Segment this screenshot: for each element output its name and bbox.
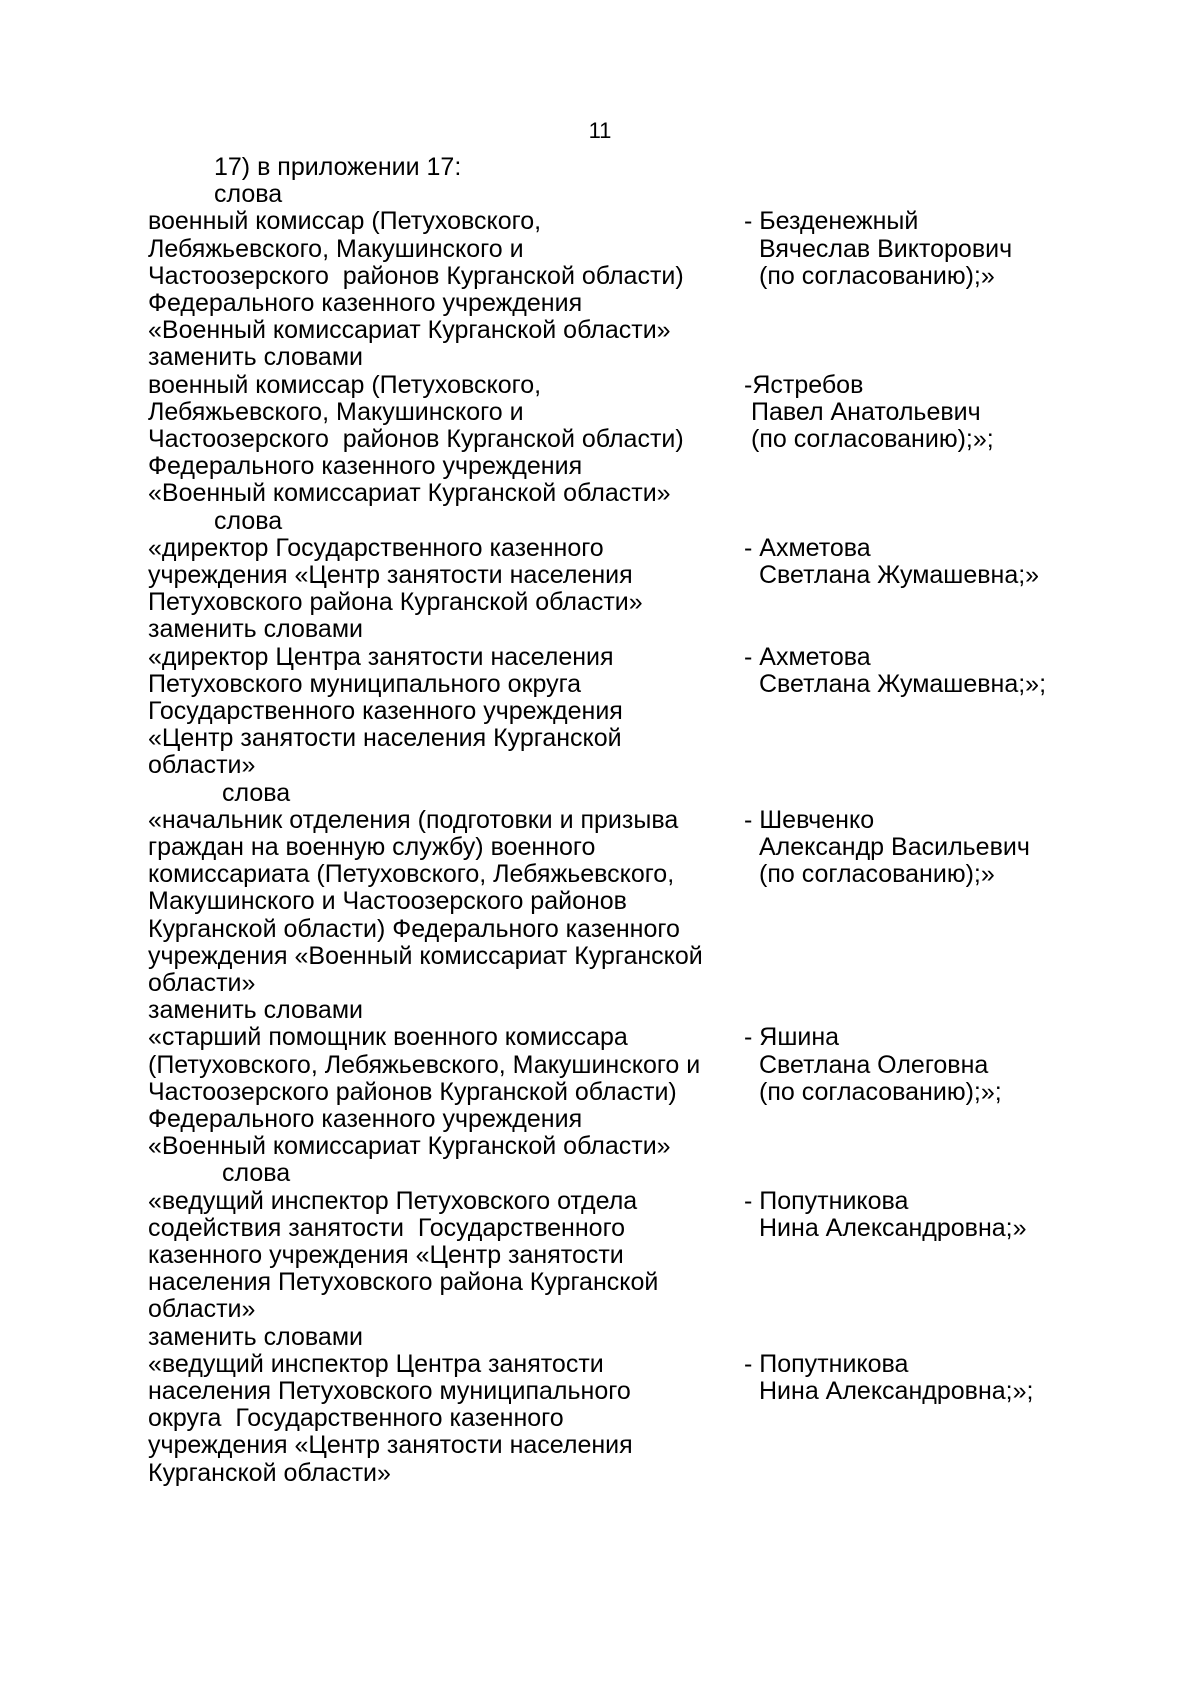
line-text: Петуховского муниципального округа bbox=[148, 669, 582, 698]
person-name-text: Светлана Олеговна bbox=[759, 1050, 989, 1079]
line-text: слова bbox=[214, 506, 283, 535]
line-text: учреждения «Центр занятости населения bbox=[148, 561, 633, 589]
line-text: Федерального казенного учреждения bbox=[148, 289, 583, 317]
line-text: Частоозерского районов Курганской области) bbox=[148, 261, 684, 290]
line-text: «начальник отделения (подготовки и призыва bbox=[148, 805, 679, 834]
person-name-text: Нина Александровна;» bbox=[759, 1213, 1027, 1242]
person-name-text: Светлана Жумашевна;» bbox=[759, 561, 1040, 589]
line-text: области» bbox=[148, 969, 256, 997]
line-text: Курганской области» bbox=[148, 1458, 391, 1487]
line-text: слова bbox=[222, 1159, 291, 1188]
line-text: содействия занятости Государственного bbox=[148, 1213, 626, 1242]
line-text: Федерального казенного учреждения bbox=[148, 1105, 583, 1133]
line-text: «Центр занятости населения Курганской bbox=[148, 724, 622, 753]
person-name-text: - Ахметова bbox=[744, 642, 871, 671]
line-text: учреждения «Военный комиссариат Курганской bbox=[148, 941, 703, 970]
line-text: Лебяжьевского, Макушинского и bbox=[148, 397, 524, 426]
line-text: граждан на военную службу) военного bbox=[148, 833, 596, 861]
line-text: заменить словами bbox=[148, 615, 363, 644]
line-text: учреждения «Центр занятости населения bbox=[148, 1431, 633, 1460]
person-name-text: - Яшина bbox=[744, 1023, 840, 1052]
page-number: 11 bbox=[588, 118, 612, 143]
person-name-text: - Шевченко bbox=[744, 805, 875, 834]
line-text: Государственного казенного учреждения bbox=[148, 697, 623, 725]
line-text: 17) в приложении 17: bbox=[214, 153, 462, 181]
line-text: военный комиссар (Петуховского, bbox=[148, 370, 542, 399]
line-text: «ведущий инспектор Центра занятости bbox=[148, 1349, 604, 1378]
line-text: «Военный комиссариат Курганской области» bbox=[148, 479, 671, 508]
line-text: округа Государственного казенного bbox=[148, 1404, 564, 1433]
line-text: населения Петуховского муниципального bbox=[148, 1377, 631, 1405]
line-text: Курганской области) Федерального казенного bbox=[148, 914, 680, 943]
line-text: Лебяжьевского, Макушинского и bbox=[148, 234, 524, 263]
line-text: заменить словами bbox=[148, 1322, 363, 1351]
person-name-text: - Безденежный bbox=[744, 207, 919, 236]
person-name-text: Александр Васильевич bbox=[759, 833, 1030, 861]
person-name-text: (по согласованию);»; bbox=[759, 1077, 1002, 1106]
line-text: Федерального казенного учреждения bbox=[148, 452, 583, 481]
person-name-text: (по согласованию);» bbox=[759, 261, 995, 290]
line-text: области» bbox=[148, 751, 256, 780]
line-text: комиссариата (Петуховского, Лебяжьевского, bbox=[148, 860, 675, 889]
person-name-text: -Ястребов bbox=[744, 370, 864, 399]
line-text: «ведущий инспектор Петуховского отдела bbox=[148, 1186, 638, 1215]
line-text: Макушинского и Частоозерского районов bbox=[148, 887, 627, 916]
person-name-text: (по согласованию);»; bbox=[751, 425, 994, 453]
line-text: «директор Центра занятости населения bbox=[148, 642, 614, 671]
person-name-text: Нина Александровна;»; bbox=[759, 1377, 1034, 1405]
line-text: казенного учреждения «Центр занятости bbox=[148, 1241, 624, 1269]
line-text: «Военный комиссариат Курганской области» bbox=[148, 1132, 671, 1161]
line-text: заменить словами bbox=[148, 343, 363, 372]
line-text: Частоозерского районов Курганской области) bbox=[148, 425, 684, 453]
person-name-text: Светлана Жумашевна;»; bbox=[759, 669, 1047, 698]
line-text: Петуховского района Курганской области» bbox=[148, 588, 643, 617]
line-text: слова bbox=[222, 778, 291, 807]
line-text: «Военный комиссариат Курганской области» bbox=[148, 316, 671, 345]
line-text: населения Петуховского района Курганской bbox=[148, 1268, 659, 1297]
person-name-text: Вячеслав Викторович bbox=[759, 234, 1013, 263]
person-name-text: - Ахметова bbox=[744, 533, 871, 562]
line-text: заменить словами bbox=[148, 996, 363, 1025]
line-text: «директор Государственного казенного bbox=[148, 533, 604, 562]
person-name-text: - Попутникова bbox=[744, 1186, 909, 1215]
line-text: области» bbox=[148, 1295, 256, 1324]
line-text: «старший помощник военного комиссара bbox=[148, 1023, 628, 1052]
person-name-text: (по согласованию);» bbox=[759, 860, 995, 889]
person-name-text: Павел Анатольевич bbox=[751, 397, 981, 426]
line-text: Частоозерского районов Курганской области) bbox=[148, 1077, 677, 1106]
line-text: (Петуховского, Лебяжьевского, Макушинского и bbox=[148, 1050, 701, 1079]
line-text: военный комиссар (Петуховского, bbox=[148, 207, 542, 236]
person-name-text: - Попутникова bbox=[744, 1349, 909, 1378]
line-text: слова bbox=[214, 180, 283, 209]
